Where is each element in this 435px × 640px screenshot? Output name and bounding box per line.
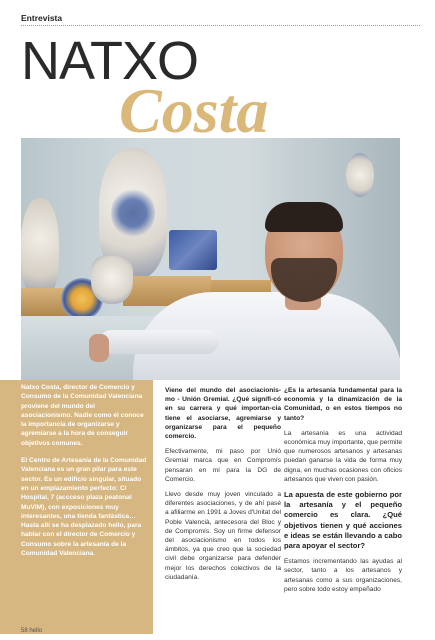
- subject-hair: [265, 202, 343, 232]
- title-first-name: NATXO: [21, 31, 199, 91]
- interview-photo: [21, 138, 400, 380]
- answer-paragraph: Estamos incrementando las ayudas al sector, tanto a los artesanos y artesanas como a sus organizaciones, pero sobre todo estoy empeñado: [284, 558, 402, 593]
- title-last-name: Costa: [119, 75, 269, 146]
- portrait-subject: [133, 206, 400, 380]
- article-column-3: [284, 386, 402, 600]
- page-footer: 58 hello: [21, 628, 43, 634]
- question-text: Viene del mundo del asociacionis-mo - Unión Gremial. ¿Qué signifi-có en su carrera y qué importan-cia tiene el asociarse, agremiarse y organizarse para el pequeño comercio.: [165, 387, 281, 441]
- ceramic-jug: [91, 256, 133, 304]
- intro-paragraph: Natxo Costa, director de Comercio y Consumo de la Comunidad Valenciana proviene del mundo del asociacionismo. Nadie como él conoce la importancia de organizarse y agremiarse a la hora de conseguir objetivos comunes.: [21, 384, 144, 447]
- answer-paragraph: Efectivamente, mi paso por Unió Gremial marca que en Compromís pensaran en mí para la DG de Comercio.: [165, 448, 281, 483]
- subject-arm: [99, 330, 219, 354]
- article-column-2: [165, 386, 281, 588]
- header-divider: [21, 25, 420, 26]
- subject-hand: [89, 334, 109, 362]
- intro-paragraph: El Centro de Artesanía de la Comunidad Valenciana es un gran pilar para este sector. Es un edificio singular, situado en un emplazamiento perfecto: C/ Hospital, 7 (accceso plaza peatonal MuVIM), con exposiciones muy interesantes, una tienda fantástica… Hasta allí se ha desplazado hello, para hablar con el director de Comercio y Consumo sobre la artesanía de la Comunidad Valenciana.: [21, 457, 147, 558]
- answer-paragraph: La artesanía es una actividad económica muy importante, que permite que numerosos artesanos y artesanas puedan ganarse la vida de forma muy digna, en muchas ocasiones con oficios artesanos que viven con pasión.: [284, 429, 402, 483]
- answer-paragraph: Llevo desde muy joven vinculado a diferentes asociaciones, y de ahí pasé a afiliarme en 1991 a Joves d'Unitat del Poble Valencià, antecesora del Bloc y de Compromís. Soy un firme defensor del asociacionismo en todos los ámbitos, ya que creo que la sociedad civil debe organizarse para defender mejor los derechos colectivos de la ciudadanía.: [165, 491, 281, 581]
- question-text: La apuesta de este gobierno por la artesanía y el pequeño comercio es clara. ¿Qué objetivos tienen y qué acciones e ideas se están llevando a cabo para apoyar el sector?: [284, 490, 402, 551]
- intro-panel: [0, 380, 153, 634]
- ceramic-vase-left: [21, 198, 59, 298]
- intro-text: [21, 383, 147, 566]
- question-text: ¿Es la artesanía fundamental para la economía y la dinamización de la Comunidad, o en estos tiempos no tanto?: [284, 387, 402, 422]
- section-label: Entrevista: [21, 13, 63, 23]
- ceramic-plate-right: [346, 153, 374, 197]
